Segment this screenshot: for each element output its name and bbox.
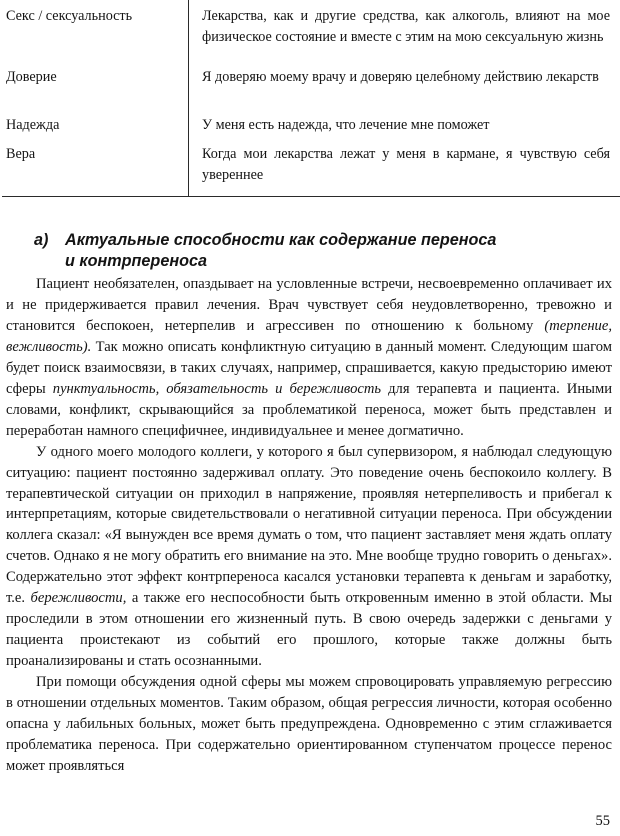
paragraph-italic: бережливости,	[30, 590, 127, 607]
section-title-line1: Актуальные способности как содержание переноса	[65, 231, 497, 249]
paragraph-text: для терапевта и пациента. Иными словами, конфликт, скрывающийся за проблематикой переноса, может быть представлен и переработан намного специфичнее, индивидуальнее и менее догматично.	[6, 380, 612, 439]
paragraph-text: У одного моего молодого коллеги, у которого я был супервизором, я наблюдал следующую ситуацию: пациент постоянно задерживал оплату. Это поведение очень беспокоило коллегу. В терапевтической ситуации он приходил в напряжение, проявляя нетерпеливость и прибегал к интерпретациям, которые свидетельствовали о негативной ситуации переноса. При обсуждении коллега сказал: «Я вынужден все время думать о том, что пациент заставляет меня ждать оплату счетов. Однако я не могу обратить его внимание на это. Мне вообще трудно говорить о деньгах». Содержательно этот эффект контрпереноса касался установки терапевта к деньгам и заработку, т.е.	[6, 443, 612, 607]
table-term: Вера	[6, 146, 36, 162]
paragraph-text: Пациент необязателен, опаздывает на условленные встречи, несвоевременно оплачивает их и не придерживается правил лечения. Врач чувствует себя неудовлетворенно, тревожно и становится беспокоен, нетерпелив и агрессивен по отношению к больному	[6, 276, 612, 334]
table-statement: У меня есть надежда, что лечение мне поможет	[202, 117, 490, 133]
table-row	[2, 67, 620, 115]
section-title-line2: и контрпереноса	[65, 252, 207, 270]
section-letter: а)	[34, 231, 49, 249]
table-row	[2, 144, 620, 196]
paragraph-text: а также его неспособности быть откровенным именно в этой области. Мы проследили в этом отношении его жизненный путь. В свою очередь задержки с деньгами у пациента проистекают из событий его прошлого, которые также должны быть проанализированы и стать осознанными.	[6, 590, 613, 670]
table-row	[2, 0, 620, 67]
table-term: Секс / сексуальность	[6, 8, 133, 24]
paragraph-italic: пунктуальность, обязательность и бережливость	[52, 380, 382, 397]
table-statement: Лекарства, как и другие средства, как алкоголь, влияют на мое физическое состояние и вместе с этим на мою сексуальную жизнь	[202, 8, 610, 45]
table-term: Надежда	[6, 117, 60, 133]
paragraph-2	[6, 442, 612, 672]
paragraph-text: Так можно описать конфликтную ситуацию в данный момент. Следующим шагом будет поиск взаимосвязи, в таких случаях, например, спрашивается, какую предысторию имеют сферы	[6, 338, 612, 397]
section-heading	[34, 230, 594, 272]
table-statement: Я доверяю моему врачу и доверяю целебному действию лекарств	[202, 69, 599, 85]
paragraph-3: При помощи обсуждения одной сферы мы можем спровоцировать управляемую регрессию в отношении отдельных моментов. Таким образом, общая регрессия личности, которая особенно опасна у лабильных больных, может быть предупреждена. Одновременно с этим сглаживается проблематика переноса. При содержательно ориентированном ступенчатом процессе перенос может проявляться	[6, 674, 612, 774]
table-term: Доверие	[6, 69, 57, 85]
capabilities-table	[2, 0, 620, 197]
page-number: 55	[595, 813, 610, 829]
table-statement: Когда мои лекарства лежат у меня в кармане, я чувствую себя увереннее	[202, 146, 610, 183]
body-text	[6, 274, 612, 777]
paragraph-italic: (терпение, вежливость).	[6, 317, 612, 355]
table-row	[2, 115, 620, 144]
paragraph-1	[6, 274, 612, 442]
